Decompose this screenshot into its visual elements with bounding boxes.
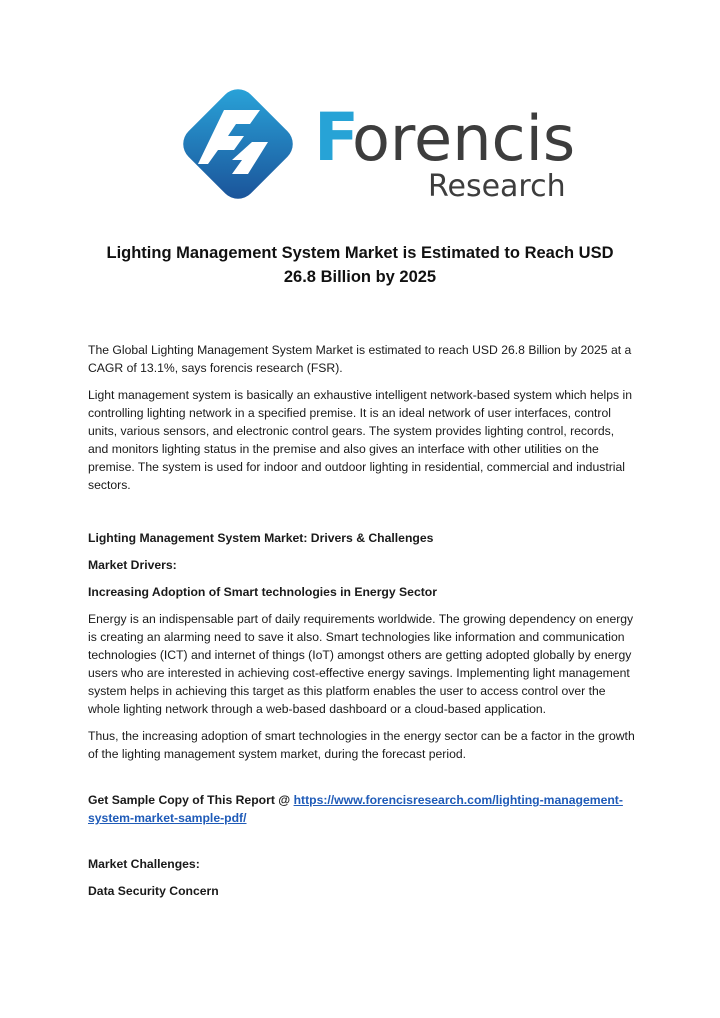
sample-copy-line [88, 791, 636, 827]
intro-paragraph: The Global Lighting Management System Market is estimated to reach USD 26.8 Billion by 2025 at a CAGR of 13.1%, says forencis research (FSR). [88, 343, 632, 375]
forencis-logo [176, 82, 576, 212]
document-body [88, 341, 636, 909]
sample-label: Get Sample Copy of This Report @ [88, 793, 294, 807]
page-title [60, 241, 660, 289]
challenges-heading: Market Challenges: [88, 857, 200, 871]
forencis-logo-icon [176, 82, 576, 212]
section-heading: Lighting Management System Market: Drivers & Challenges [88, 531, 434, 545]
brand-sub: Research [428, 169, 566, 204]
driver-paragraph: Energy is an indispensable part of daily requirements worldwide. The growing dependency on energy is creating an alarming need to save it also. Smart technologies like information and communication technologies (ICT) and internet of things (IoT) amongst others are getting adopted globally by energy users who are interested in achieving cost-effective energy savings. Implementing light management system helps in achieving this target as this platform enables the user to access control over the whole lighting network through a web-based dashboard or a cloud-based application. [88, 612, 634, 716]
description-paragraph: Light management system is basically an exhaustive intelligent network-based system which helps in controlling lighting network in a specified premise. It is an ideal network of user interfaces, control units, various sensors, and electronic control gears. The system provides lighting control, records, and monitors lighting status in the premise and also gives an interface with other utilities on the premise. The system is used for indoor and outdoor lighting in residential, commercial and industrial sectors. [88, 388, 632, 492]
title-line-2: 26.8 Billion by 2025 [283, 268, 437, 286]
brand-rest: orencis [352, 102, 576, 175]
driver-title: Increasing Adoption of Smart technologies in Energy Sector [88, 585, 437, 599]
driver-conclusion: Thus, the increasing adoption of smart technologies in the energy sector can be a factor in the growth of the lighting management system market, during the forecast period. [88, 729, 635, 761]
challenge-title: Data Security Concern [88, 884, 219, 898]
sample-link[interactable]: https://www.forencisresearch.com/lighting-management-system-market-sample-pdf/ [88, 793, 623, 825]
title-line-1: Lighting Management System Market is Estimated to Reach USD [106, 244, 614, 262]
brand-first-letter: F [314, 99, 360, 176]
drivers-heading: Market Drivers: [88, 558, 177, 572]
